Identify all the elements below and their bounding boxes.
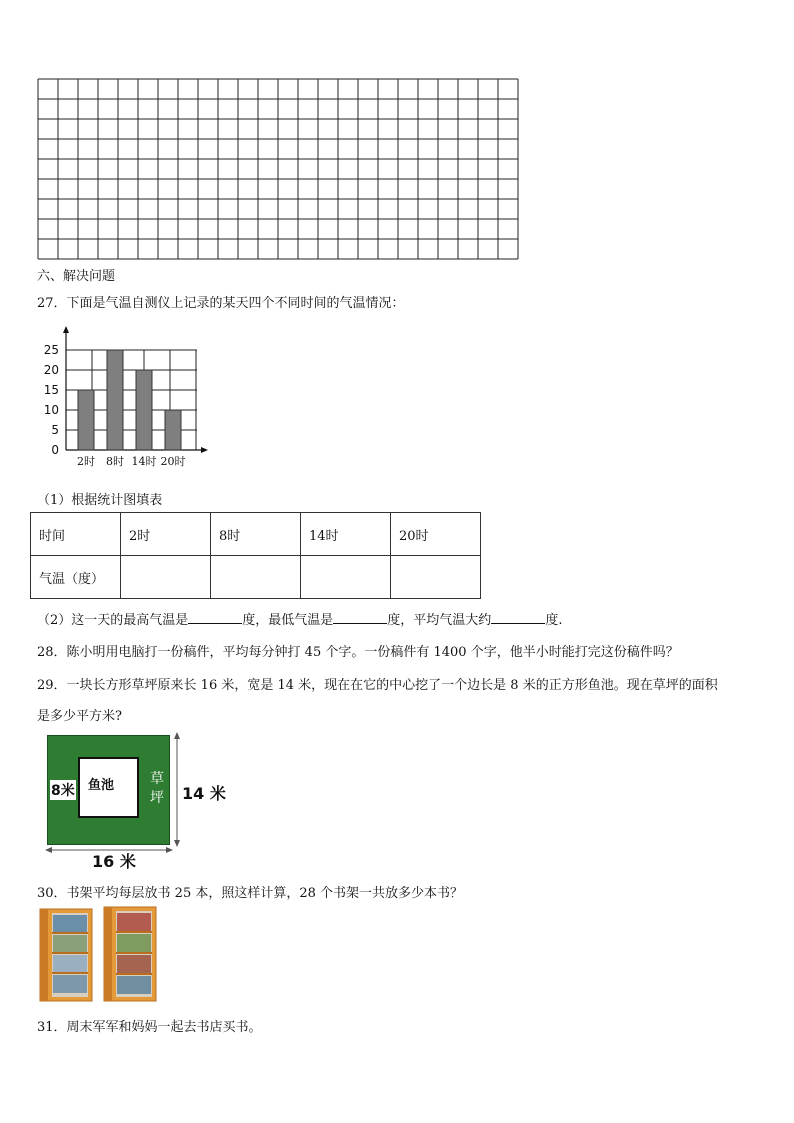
bar: [165, 410, 181, 450]
question-27-sub1: （1）根据统计图填表: [37, 493, 163, 508]
drawing-grid: [37, 78, 521, 262]
pond-label: 鱼池: [88, 778, 115, 793]
y-tick-label: 5: [51, 423, 59, 437]
answer-cell[interactable]: [121, 556, 211, 599]
sub2-text-b: 度，最低气温是: [242, 613, 334, 628]
y-tick-label: 20: [43, 363, 59, 377]
answer-blank-max[interactable]: [188, 611, 242, 624]
question-27-sub2: [37, 609, 562, 628]
question-29-line1: 29．一块长方形草坪原来长 16 米，宽是 14 米，现在在它的中心挖了一个边长是 8 米的正方形鱼池。现在草坪的面积: [37, 678, 718, 693]
dimension-arrows: [40, 730, 190, 855]
bookshelf-illustration: [38, 905, 163, 1005]
sub2-text-d: 度.: [545, 613, 563, 628]
y-tick-label: 10: [43, 403, 59, 417]
bar: [107, 350, 123, 450]
answer-blank-min[interactable]: [333, 611, 387, 624]
answer-cell[interactable]: [301, 556, 391, 599]
question-29-line2: 是多少平方米?: [37, 709, 122, 724]
table-cell: 8时: [211, 513, 301, 556]
table-cell: 2时: [121, 513, 211, 556]
answer-blank-avg[interactable]: [491, 611, 545, 624]
x-axis-arrow: [201, 447, 208, 453]
table-cell: 20时: [391, 513, 481, 556]
sub2-text-a: （2）这一天的最高气温是: [37, 613, 189, 628]
table-row: [31, 556, 481, 599]
bar: [136, 370, 152, 450]
table-header-row: [31, 513, 481, 556]
sub2-text-c: 度，平均气温大约: [387, 613, 492, 628]
bar: [78, 390, 94, 450]
temperature-bar-chart: [40, 322, 215, 472]
length-label: 16 米: [92, 852, 136, 871]
question-27-text: 27．下面是气温自测仪上记录的某天四个不同时间的气温情况：: [37, 296, 405, 311]
width-label: 14 米: [182, 784, 226, 803]
question-30-text: 30．书架平均每层放书 25 本，照这样计算，28 个书架一共放多少本书？: [37, 886, 464, 901]
y-axis-arrow: [63, 326, 69, 333]
answer-cell[interactable]: [391, 556, 481, 599]
answer-cell[interactable]: [211, 556, 301, 599]
table-row-label: 气温（度）: [31, 556, 121, 599]
question-28-text: 28．陈小明用电脑打一份稿件，平均每分钟打 45 个字。一份稿件有 1400 个字，他半小时能打完这份稿件吗？: [37, 645, 679, 660]
y-tick-label: 0: [51, 443, 59, 457]
x-tick-label: 14时: [131, 455, 157, 468]
question-31-text: 31．周末军军和妈妈一起去书店买书。: [37, 1020, 262, 1035]
temperature-table: [30, 512, 481, 599]
x-tick-label: 2时: [77, 455, 95, 468]
y-tick-label: 25: [43, 343, 59, 357]
x-tick-label: 20时: [160, 455, 186, 468]
side-length-label: 8米: [50, 780, 76, 800]
grass-label-bottom: 坪: [150, 790, 164, 806]
section-title: 六、解决问题: [37, 269, 116, 284]
bookshelf-right: [104, 907, 156, 1001]
y-tick-label: 15: [43, 383, 59, 397]
grass-label-top: 草: [150, 771, 164, 787]
x-tick-label: 8时: [106, 455, 124, 468]
bookshelf-left: [40, 909, 92, 1001]
table-cell: 时间: [31, 513, 121, 556]
table-cell: 14时: [301, 513, 391, 556]
